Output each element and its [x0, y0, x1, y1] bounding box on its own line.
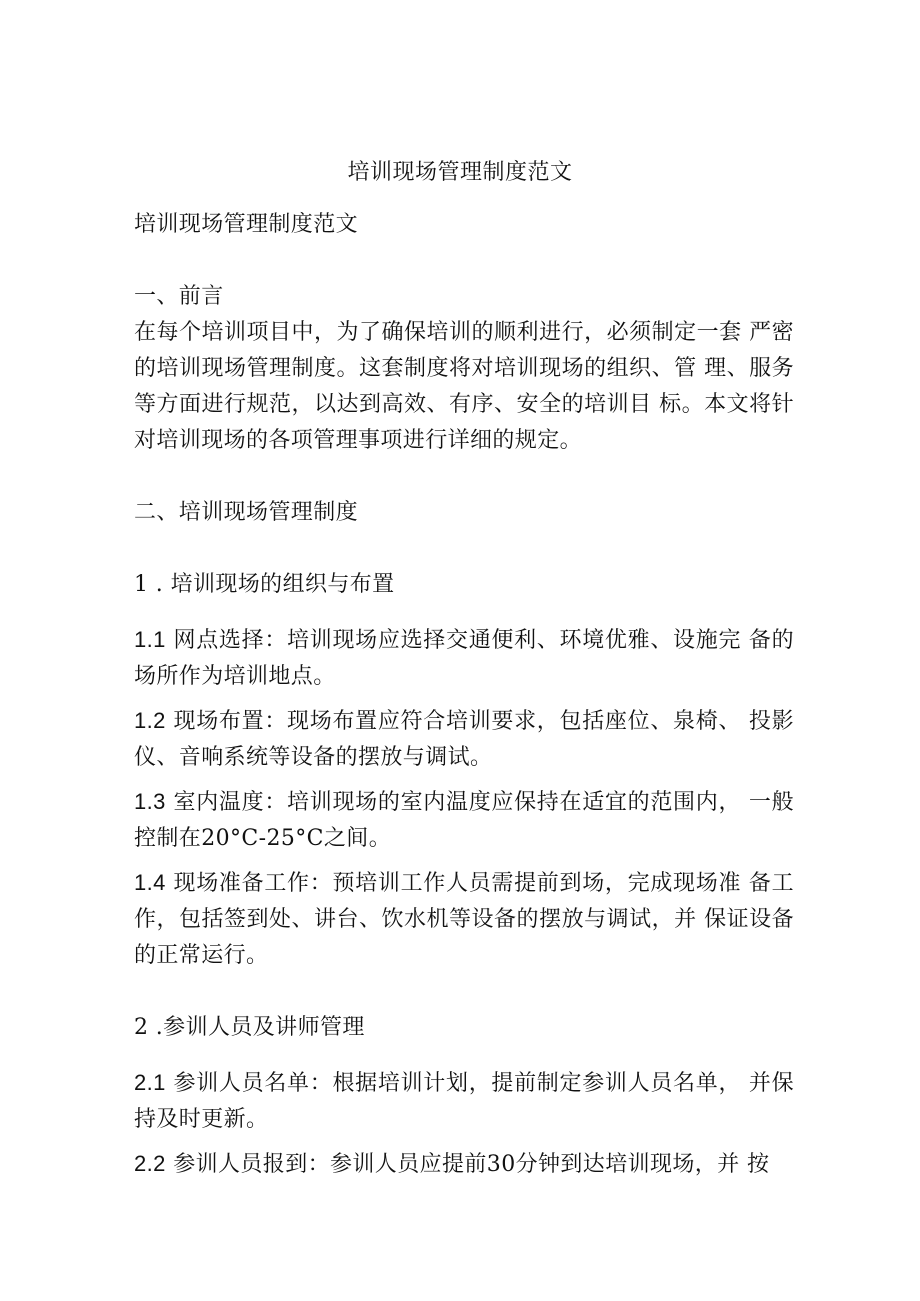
item-text: 现场准备工作：预培训工作人员需提前到场，完成现场准 备工作，包括签到处、讲台、饮水机等设备的摆放与调试，并 保证设备的正常运行。: [134, 871, 794, 968]
item-text: 参训人员名单：根据培训计划，提前制定参训人员名单， 并保持及时更新。: [134, 1071, 794, 1132]
item-text: 现场布置：现场布置应符合培训要求，包括座位、泉椅、 投影仪、音响系统等设备的摆放与调试。: [134, 709, 794, 770]
list-item: [134, 703, 794, 776]
subsection-heading-organization: 1 . 培训现场的组织与布置: [134, 572, 395, 597]
list-item: [134, 1065, 794, 1138]
item-number: 1.1: [134, 627, 166, 652]
section-heading-rules: 二、培训现场管理制度: [134, 500, 359, 525]
item-text: 室内温度：培训现场的室内温度应保持在适宜的范围内， 一般控制在20°C-25°C之间。: [134, 790, 794, 851]
item-number: 1.2: [134, 708, 166, 733]
document-body: [134, 207, 794, 1183]
list-item: [134, 865, 794, 974]
subsection-heading-trainees: 2 .参训人员及讲师管理: [134, 1015, 365, 1040]
item-number: 1.3: [134, 789, 166, 814]
document-subtitle: 培训现场管理制度范文: [134, 212, 359, 237]
item-number: 2.2: [134, 1151, 166, 1176]
preface-paragraph: 在每个培训项目中，为了确保培训的顺利进行，必须制定一套 严密的培训现场管理制度。这套制度将对培训现场的组织、管 理、服务等方面进行规范，以达到高效、有序、安全的培训目 标。本文将针对培训现场的各项管理事项进行详细的规定。: [134, 320, 794, 453]
item-text: 参训人员报到：参训人员应提前30分钟到达培训现场，并 按: [173, 1152, 770, 1177]
section-heading-preface: 一、前言: [134, 284, 224, 309]
item-text: 网点选择：培训现场应选择交通便利、环境优雅、设施完 备的场所作为培训地点。: [134, 628, 794, 689]
document-title: 培训现场管理制度范文: [347, 160, 573, 185]
item-number: 2.1: [134, 1070, 166, 1095]
list-item: [134, 784, 794, 857]
item-number: 1.4: [134, 870, 166, 895]
list-item: [134, 622, 794, 695]
list-item: [134, 1146, 794, 1183]
